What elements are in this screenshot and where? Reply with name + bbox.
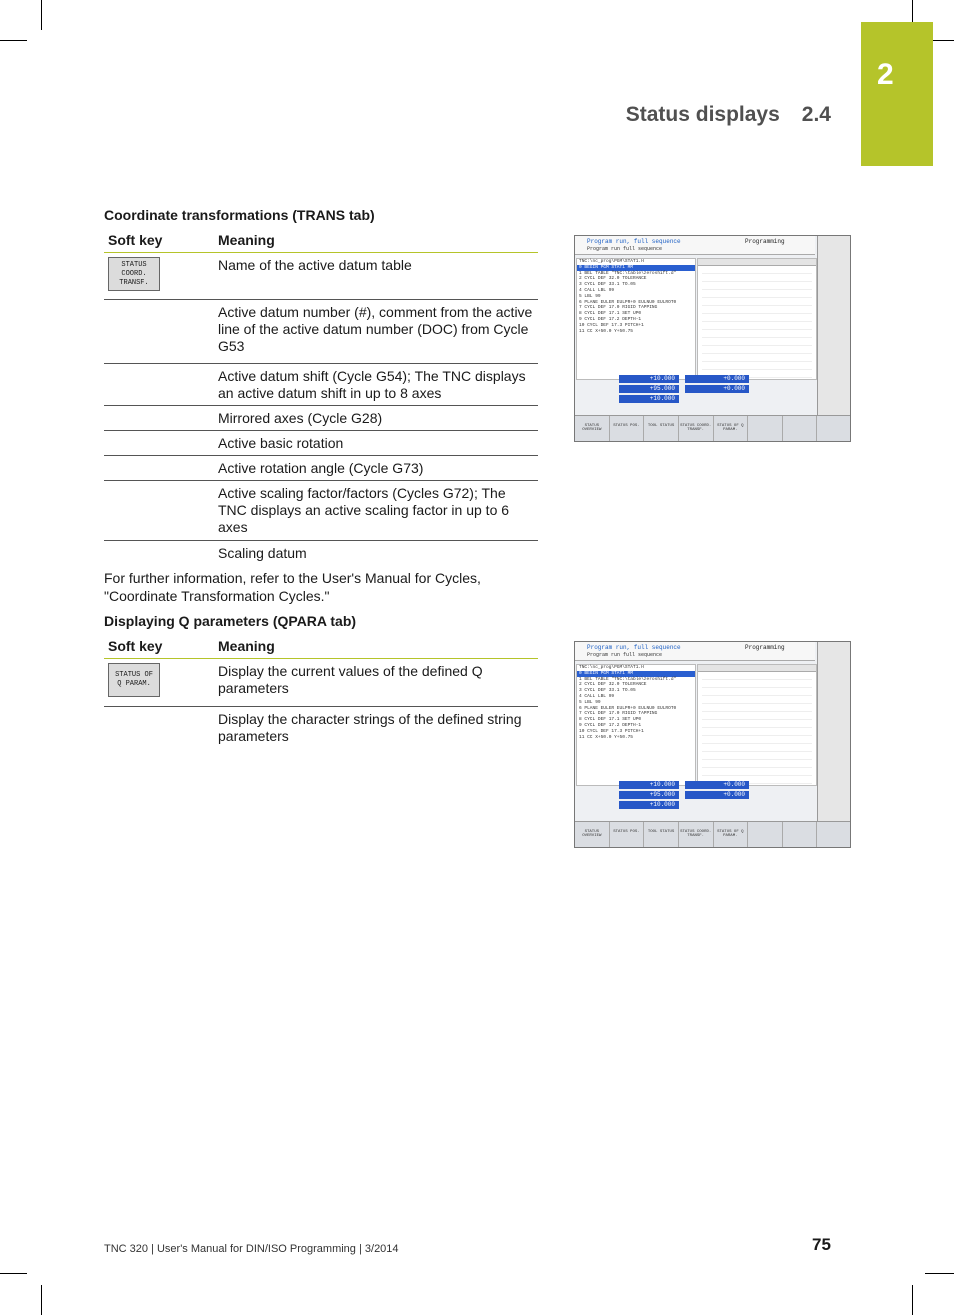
right-panel bbox=[817, 236, 851, 416]
page-header bbox=[626, 103, 831, 127]
program-line: 6 PLANE EULER EULPR+0 EULNU0 EULROT0 bbox=[579, 705, 677, 711]
program-line: 9 CYCL DEF 17.2 DEPTH-1 bbox=[579, 722, 642, 728]
softkey-status-coord[interactable]: STATUS COORD. TRANSF. bbox=[679, 416, 714, 442]
softkey-empty[interactable] bbox=[748, 416, 783, 442]
table-row bbox=[104, 300, 538, 364]
program-line: 5 LBL 99 bbox=[579, 293, 601, 299]
softkey-status-qparam[interactable]: STATUS OF Q PARAM. bbox=[714, 822, 749, 848]
axis-z-value: +10.000 bbox=[619, 395, 679, 403]
axis-display-rot bbox=[685, 781, 749, 801]
row-meaning: Active datum shift (Cycle G54); The TNC displays an active datum shift in up to 8 axes bbox=[218, 368, 526, 401]
section-heading-qpara: Displaying Q parameters (QPARA tab) bbox=[104, 613, 357, 629]
softkey-status-pos[interactable]: STATUS POS. bbox=[610, 416, 645, 442]
table-row bbox=[104, 364, 538, 406]
table-row bbox=[104, 431, 538, 456]
softkey-status-qparam[interactable]: STATUS OF Q PARAM. bbox=[714, 416, 749, 442]
softkey-back-arrow[interactable] bbox=[783, 822, 818, 848]
program-line: 11 CC X+50.0 Y+50.75 bbox=[579, 328, 634, 334]
status-tabs[interactable] bbox=[698, 259, 816, 266]
tnc-screenshot-trans bbox=[574, 235, 851, 442]
mode-run-sub: Program run full sequence bbox=[587, 652, 663, 658]
softkey-bar bbox=[575, 415, 851, 442]
row-meaning: Mirrored axes (Cycle G28) bbox=[218, 410, 383, 426]
program-line: 3 CYCL DEF 33.1 TO.05 bbox=[579, 688, 636, 694]
table-row bbox=[104, 481, 538, 541]
softkey-status-overview[interactable]: STATUS OVERVIEW bbox=[575, 822, 610, 848]
footer-text: TNC 320 | User's Manual for DIN/ISO Programming | 3/2014 bbox=[104, 1243, 399, 1255]
softkey-tool-status[interactable]: TOOL STATUS bbox=[644, 416, 679, 442]
softkey-status-coord[interactable]: STATUS COORD. TRANSF. bbox=[679, 822, 714, 848]
program-line: 1 BEL TABLE "TNC:\table\zeroshift.d" bbox=[579, 270, 677, 276]
mode-bar bbox=[575, 236, 815, 255]
row-meaning: Active basic rotation bbox=[218, 435, 344, 451]
program-line: 1 BEL TABLE "TNC:\table\zeroshift.d" bbox=[579, 676, 677, 682]
axis-b-value: +0.000 bbox=[685, 781, 749, 789]
mode-prog-label: Programming bbox=[745, 238, 785, 245]
softkey-status-pos[interactable]: STATUS POS. bbox=[610, 822, 645, 848]
program-line: 4 CALL LBL 99 bbox=[579, 287, 615, 293]
program-listing bbox=[576, 664, 696, 786]
axis-c-value: +0.000 bbox=[685, 791, 749, 799]
softkey-status-overview[interactable]: STATUS OVERVIEW bbox=[575, 416, 610, 442]
mode-run-label: Program run, full sequence bbox=[587, 644, 681, 651]
row-meaning: Display the character strings of the defined string parameters bbox=[218, 711, 522, 744]
axis-c-value: +0.000 bbox=[685, 385, 749, 393]
program-listing bbox=[576, 258, 696, 380]
mode-run-sub: Program run full sequence bbox=[587, 246, 663, 252]
axis-y-value: +95.000 bbox=[619, 385, 679, 393]
status-panel bbox=[697, 664, 817, 786]
mode-run-label: Program run, full sequence bbox=[587, 238, 681, 245]
softkey-bar bbox=[575, 821, 851, 848]
page-number: 75 bbox=[812, 1235, 831, 1254]
row-meaning: Active scaling factor/factors (Cycles G72); The TNC displays an active scaling factor in up to 6 axes bbox=[218, 485, 510, 535]
program-line: 8 CYCL DEF 17.1 SET UP0 bbox=[579, 717, 642, 723]
axis-b-value: +0.000 bbox=[685, 375, 749, 383]
program-line: 9 CYCL DEF 17.2 DEPTH-1 bbox=[579, 316, 642, 322]
axis-display-rot bbox=[685, 375, 749, 395]
tnc-screenshot-qpara bbox=[574, 641, 851, 848]
axis-x-value: +10.000 bbox=[619, 781, 679, 789]
program-line: 7 CYCL DEF 17.0 RIGID TAPPING bbox=[579, 305, 658, 311]
row-meaning: Active rotation angle (Cycle G73) bbox=[218, 460, 424, 476]
chapter-tab bbox=[861, 22, 933, 166]
program-line: 2 CYCL DEF 32.0 TOLERANCE bbox=[579, 682, 647, 688]
program-line: 8 CYCL DEF 17.1 SET UP0 bbox=[579, 311, 642, 317]
col-meaning: Meaning bbox=[218, 638, 275, 654]
mode-bar bbox=[575, 642, 815, 661]
table-row bbox=[104, 659, 538, 707]
program-line: 10 CYCL DEF 17.3 PITCH+1 bbox=[579, 322, 644, 328]
table-row bbox=[104, 707, 538, 747]
status-q-param-softkey[interactable]: STATUS OF Q PARAM. bbox=[108, 663, 160, 697]
section-heading-trans: Coordinate transformations (TRANS tab) bbox=[104, 207, 375, 223]
program-line: TNC:\nc_prog\PGM\STAT1.H bbox=[579, 665, 644, 670]
axis-x-value: +10.000 bbox=[619, 375, 679, 383]
table-row bbox=[104, 253, 538, 300]
program-line: 7 CYCL DEF 17.0 RIGID TAPPING bbox=[579, 711, 658, 717]
program-line: 11 CC X+50.0 Y+50.75 bbox=[579, 734, 634, 740]
header-title: Status displays bbox=[625, 103, 780, 126]
program-line: 6 PLANE EULER EULPR+0 EULNU0 EULROT0 bbox=[579, 299, 677, 305]
program-line: 2 CYCL DEF 32.0 TOLERANCE bbox=[579, 276, 647, 282]
program-line: TNC:\nc_prog\PGM\STAT1.H bbox=[579, 259, 644, 264]
table-row bbox=[104, 541, 538, 565]
softkey-empty[interactable] bbox=[748, 822, 783, 848]
program-line: 5 LBL 99 bbox=[579, 699, 601, 705]
axis-y-value: +95.000 bbox=[619, 791, 679, 799]
chapter-number: 2 bbox=[877, 58, 894, 91]
status-panel bbox=[697, 258, 817, 380]
program-line: 3 CYCL DEF 33.1 TO.05 bbox=[579, 282, 636, 288]
program-line: 10 CYCL DEF 17.3 PITCH+1 bbox=[579, 728, 644, 734]
right-panel bbox=[817, 642, 851, 822]
program-line: 0 BEGIN PGM STAT1 MM bbox=[577, 671, 695, 677]
table-row bbox=[104, 456, 538, 481]
program-line: 0 BEGIN PGM STAT1 MM bbox=[577, 265, 695, 271]
header-section: 2.4 bbox=[801, 103, 831, 126]
row-meaning: Name of the active datum table bbox=[218, 257, 412, 273]
col-meaning: Meaning bbox=[218, 232, 275, 248]
row-meaning: Scaling datum bbox=[218, 545, 307, 561]
softkey-tool-status[interactable]: TOOL STATUS bbox=[644, 822, 679, 848]
row-meaning: Active datum number (#), comment from the active line of the active datum number (DOC) from Cycle G53 bbox=[218, 304, 533, 354]
table-header bbox=[104, 634, 538, 659]
trans-table bbox=[104, 228, 538, 565]
program-line: 4 CALL LBL 99 bbox=[579, 693, 615, 699]
axis-z-value: +10.000 bbox=[619, 801, 679, 809]
col-softkey: Soft key bbox=[108, 232, 163, 248]
softkey-forward-arrow[interactable] bbox=[817, 822, 851, 848]
status-coord-transf-softkey[interactable]: STATUS COORD. TRANSF. bbox=[108, 257, 160, 291]
mode-prog-label: Programming bbox=[745, 644, 785, 651]
status-tabs[interactable] bbox=[698, 665, 816, 672]
further-info-text: For further information, refer to the User's Manual for Cycles, "Coordinate Transformation Cycles." bbox=[104, 570, 481, 604]
qpara-table bbox=[104, 634, 538, 747]
table-header bbox=[104, 228, 538, 253]
softkey-back-arrow[interactable] bbox=[783, 416, 818, 442]
col-softkey: Soft key bbox=[108, 638, 163, 654]
table-row bbox=[104, 406, 538, 431]
row-meaning: Display the current values of the defined Q parameters bbox=[218, 663, 483, 696]
softkey-forward-arrow[interactable] bbox=[817, 416, 851, 442]
